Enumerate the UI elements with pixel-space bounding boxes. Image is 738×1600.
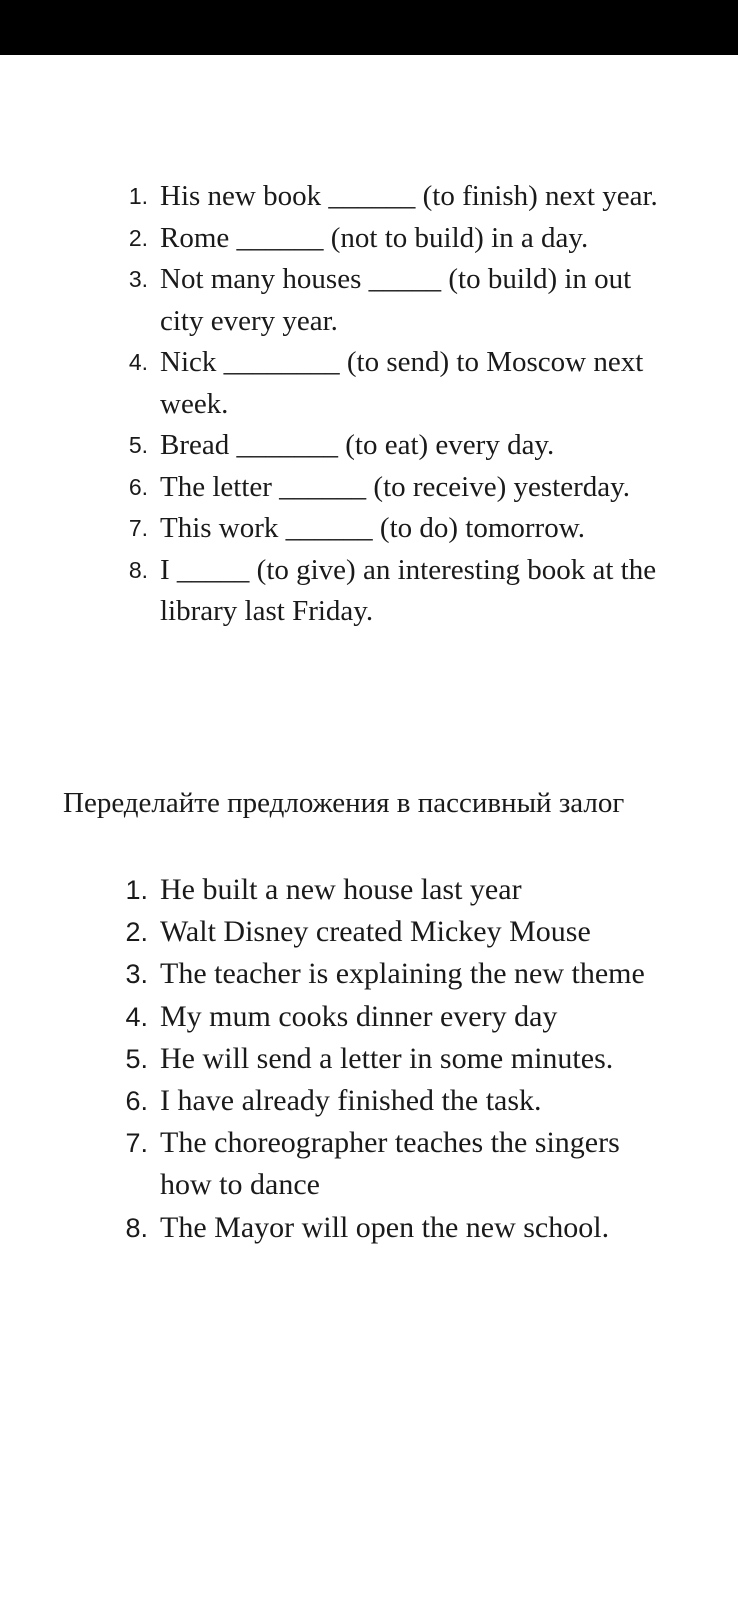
list-item: [112, 1207, 672, 1249]
item-text: Walt Disney created Mickey Mouse: [160, 915, 591, 949]
exercise-2-heading: Переделайте предложения в пассивный залог: [63, 787, 625, 819]
item-text: He built a new house last year: [160, 873, 522, 906]
item-number: 8.: [125, 1212, 148, 1243]
list-item: [112, 467, 672, 509]
item-number: 7.: [125, 1128, 148, 1159]
item-text: I _____ (to give) an interesting book at the library last Friday.: [160, 553, 657, 627]
list-item: [112, 342, 672, 425]
item-text: Not many houses _____ (to build) in out city every year.: [160, 263, 632, 337]
item-text: The choreographer teaches the singers how to dance: [160, 1126, 620, 1202]
item-text: My mum cooks dinner every day: [160, 999, 558, 1033]
item-number: 3.: [128, 266, 148, 292]
list-item: [112, 550, 672, 633]
list-item: [112, 425, 672, 467]
item-text: This work ______ (to do) tomorrow.: [160, 512, 586, 544]
item-number: 5.: [125, 1043, 148, 1074]
item-number: 3.: [125, 959, 148, 990]
item-number: 2.: [125, 917, 148, 948]
list-item: [112, 911, 672, 953]
item-text: He will send a letter in some minutes.: [160, 1041, 614, 1075]
list-item: [112, 869, 672, 911]
list-item: [112, 996, 672, 1038]
item-text: The Mayor will open the new school.: [160, 1210, 610, 1244]
item-text: Rome ______ (not to build) in a day.: [160, 221, 589, 254]
item-text: Nick ________ (to send) to Moscow next week.: [160, 346, 644, 420]
item-number: 6.: [125, 1086, 148, 1117]
list-item: [112, 953, 672, 995]
item-text: The letter ______ (to receive) yesterday.: [160, 470, 630, 503]
item-text: His new book ______ (to finish) next year.: [160, 180, 658, 212]
list-item: [112, 1080, 672, 1122]
item-number: 4.: [128, 349, 148, 375]
list-item: [112, 508, 672, 550]
item-number: 7.: [128, 515, 148, 541]
item-number: 2.: [128, 224, 148, 251]
item-text: Bread _______ (to eat) every day.: [160, 429, 555, 461]
item-number: 1.: [128, 183, 148, 209]
item-text: I have already finished the task.: [160, 1084, 542, 1118]
list-item: [112, 1122, 672, 1206]
item-text: The teacher is explaining the new theme: [160, 957, 645, 991]
item-number: 6.: [128, 473, 148, 500]
exercise-1-list: [112, 176, 672, 633]
exercise-2-list: [112, 869, 672, 1249]
item-number: 1.: [125, 875, 148, 905]
list-item: [112, 218, 672, 260]
list-item: [112, 176, 672, 218]
item-number: 4.: [125, 1001, 148, 1032]
list-item: [112, 259, 672, 342]
item-number: 8.: [128, 556, 148, 583]
list-item: [112, 1038, 672, 1080]
item-number: 5.: [128, 432, 148, 458]
